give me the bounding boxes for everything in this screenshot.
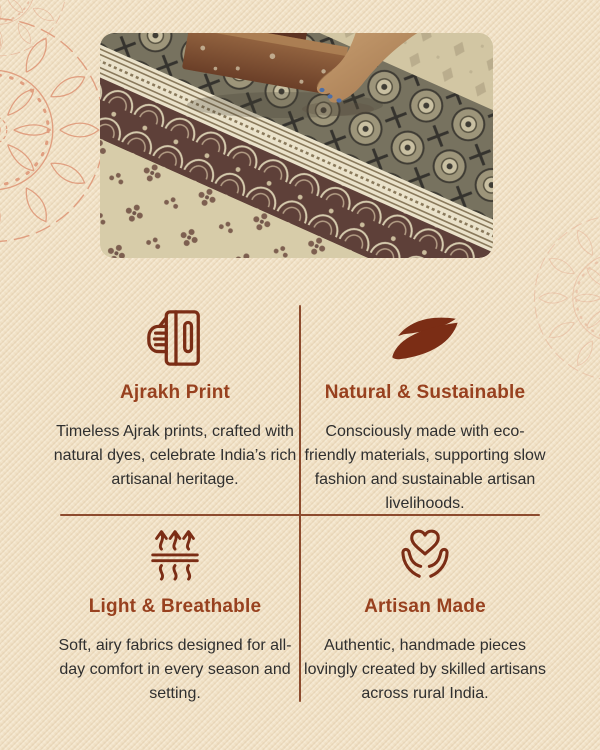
leaf-icon: [388, 306, 462, 370]
block-print-hand-icon: [144, 306, 206, 370]
feature-natural-sustainable: [300, 306, 550, 516]
feature-light-breathable: [50, 520, 300, 706]
feature-description: Consciously made with eco-friendly materials, supporting slow fashion and sustainable artisan livelihoods.: [304, 423, 546, 512]
block-printing-photo: [100, 33, 493, 258]
feature-description: Authentic, handmade pieces lovingly created by skilled artisans across rural India.: [304, 637, 546, 702]
feature-title: Artisan Made: [364, 596, 486, 617]
feature-title: Ajrakh Print: [119, 382, 231, 403]
feature-title: Light & Breathable: [88, 596, 262, 617]
feature-artisan-made: [300, 520, 550, 706]
mandala-ornament-left: [0, 15, 108, 245]
mandala-ornament-top-left: [0, 0, 68, 58]
feature-ajrakh-print: [50, 306, 300, 492]
feature-description: Timeless Ajrak prints, crafted with natural dyes, celebrate India’s rich artisanal heritage.: [53, 423, 297, 488]
hands-holding-heart-icon: [394, 520, 456, 584]
breathable-fabric-icon: [144, 520, 206, 584]
feature-description: Soft, airy fabrics designed for all-day comfort in every season and setting.: [58, 637, 292, 702]
feature-title: Natural & Sustainable: [324, 382, 526, 403]
